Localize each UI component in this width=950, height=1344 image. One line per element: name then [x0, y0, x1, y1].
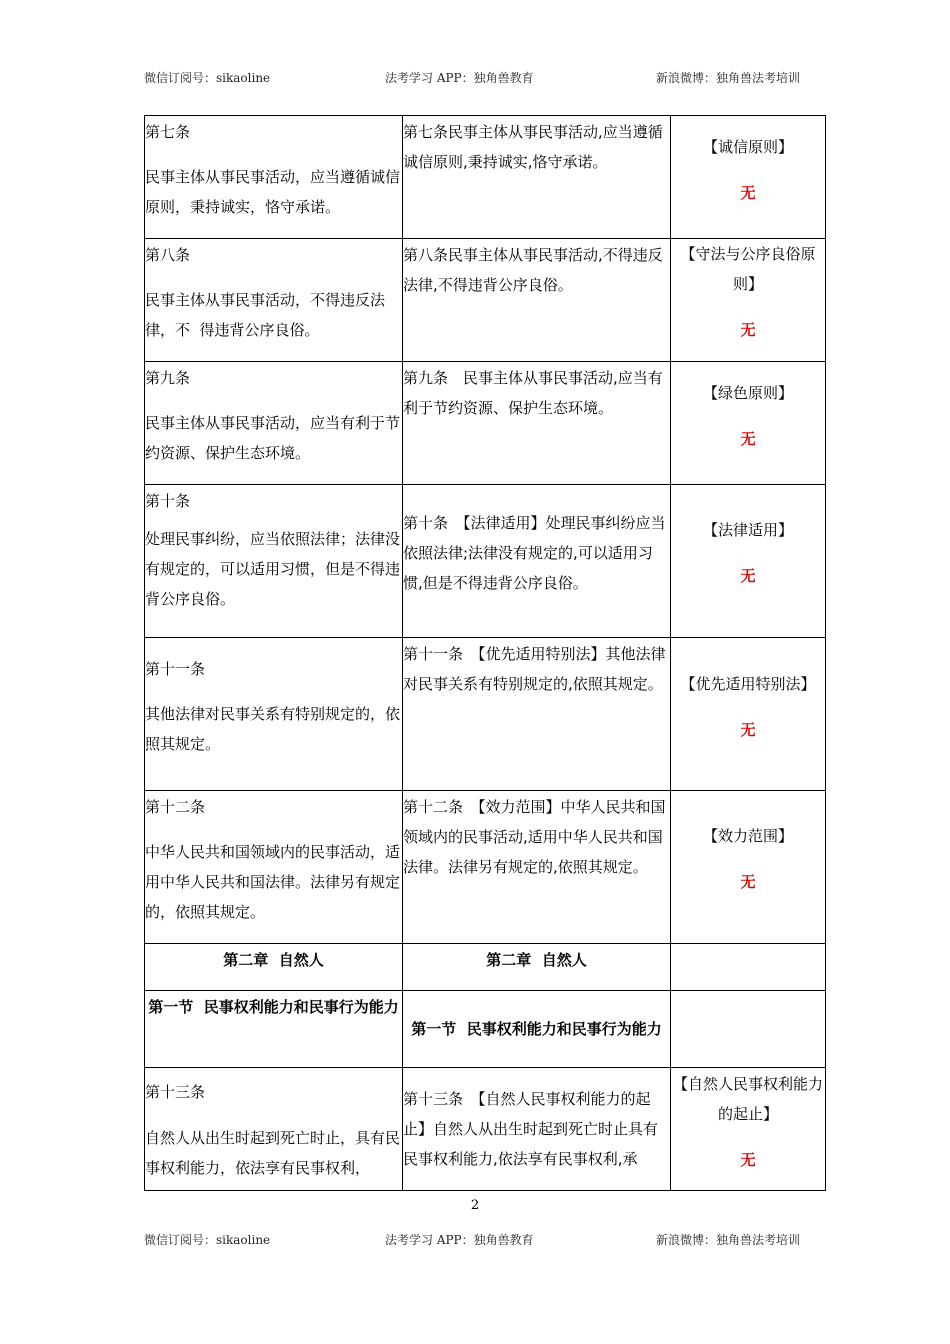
article-text: 处理民事纠纷，应当依照法律；法律没有规定的，可以适用习惯，但是不得违背公序良俗。 [145, 530, 401, 608]
new-article-cell [403, 485, 671, 638]
principle-tag: 【诚信原则】 [702, 138, 793, 156]
old-article-cell [145, 116, 403, 239]
article-number: 第八条 [145, 246, 191, 264]
table-row [145, 791, 826, 944]
old-article-cell [145, 638, 403, 791]
table-row [145, 1068, 826, 1191]
article-number: 第十三条 [145, 1083, 206, 1101]
new-article-cell [403, 1068, 671, 1191]
article-text: 民事主体从事民事活动，应当有利于节约资源、保护生态环境。 [145, 414, 401, 462]
tag-cell [671, 485, 826, 638]
old-article-cell [145, 239, 403, 362]
footer-center: 法考学习 APP：独角兽教育 [385, 1233, 534, 1247]
tag-cell [671, 239, 826, 362]
no-change-mark: 无 [740, 321, 756, 339]
footer-left: 微信订阅号：sikaoline [144, 1233, 271, 1247]
article-text: 自然人从出生时起到死亡时止，具有民事权利能力，依法享有民事权利， [145, 1129, 401, 1177]
principle-tag: 【法律适用】 [702, 521, 793, 539]
new-article-text: 第十三条 【自然人民事权利能力的起止】自然人从出生时起到死亡时止具有民事权利能力,依法享有民事权利,承 [403, 1090, 659, 1168]
no-change-mark: 无 [740, 1151, 756, 1169]
footer-right: 新浪微博：独角兽法考培训 [656, 1233, 801, 1247]
article-number: 第十二条 [145, 798, 206, 816]
new-article-text: 第八条民事主体从事民事活动,不得违反法律,不得违背公序良俗。 [403, 246, 663, 294]
no-change-mark: 无 [740, 184, 756, 202]
no-change-mark: 无 [740, 430, 756, 448]
tag-cell [671, 638, 826, 791]
principle-tag: 【效力范围】 [702, 827, 793, 845]
page-number: 2 [470, 1198, 480, 1213]
tag-cell [671, 362, 826, 485]
old-article-cell [145, 791, 403, 944]
tag-cell [671, 1068, 826, 1191]
comparison-table [144, 115, 826, 1191]
header-center: 法考学习 APP：独角兽教育 [385, 71, 534, 85]
article-number: 第九条 [145, 369, 191, 387]
no-change-mark: 无 [740, 721, 756, 739]
new-article-text: 第九条 民事主体从事民事活动,应当有利于节约资源、保护生态环境。 [403, 369, 663, 417]
new-article-cell [403, 791, 671, 944]
tag-cell [671, 791, 826, 944]
principle-tag: 【绿色原则】 [702, 384, 793, 402]
table-row [145, 485, 826, 638]
new-article-cell [403, 239, 671, 362]
empty-cell [671, 991, 826, 1068]
principle-tag: 【守法与公序良俗原则】 [680, 245, 816, 293]
new-article-text: 第十一条 【优先适用特别法】其他法律对民事关系有特别规定的,依照其规定。 [403, 645, 666, 693]
header-right: 新浪微博：独角兽法考培训 [656, 71, 801, 85]
old-article-cell [145, 1068, 403, 1191]
article-number: 第十一条 [145, 660, 206, 678]
section-row [145, 991, 826, 1068]
empty-cell [671, 944, 826, 991]
article-text: 民事主体从事民事活动，应当遵循诚信原则，秉持诚实，恪守承诺。 [145, 168, 401, 216]
new-article-cell [403, 116, 671, 239]
old-article-cell [145, 485, 403, 638]
new-article-cell [403, 638, 671, 791]
section-heading: 第一节 民事权利能力和民事行为能力 [145, 991, 403, 1068]
table-row [145, 638, 826, 791]
article-text: 其他法律对民事关系有特别规定的，依照其规定。 [145, 705, 401, 753]
table-row [145, 362, 826, 485]
chapter-heading: 第二章 自然人 [403, 944, 671, 991]
article-text: 民事主体从事民事活动，不得违反法律，不 得违背公序良俗。 [145, 291, 386, 339]
new-article-text: 第十二条 【效力范围】中华人民共和国领域内的民事活动,适用中华人民共和国法律。法律另有规定的,依照其规定。 [403, 798, 666, 876]
tag-cell [671, 116, 826, 239]
table-row [145, 239, 826, 362]
article-number: 第十条 [145, 492, 191, 510]
principle-tag: 【优先适用特别法】 [680, 675, 816, 693]
principle-tag: 【自然人民事权利能力的起止】 [672, 1075, 823, 1123]
no-change-mark: 无 [740, 873, 756, 891]
header-left: 微信订阅号：sikaoline [144, 71, 271, 85]
no-change-mark: 无 [740, 567, 756, 585]
chapter-heading: 第二章 自然人 [145, 944, 403, 991]
article-text: 中华人民共和国领域内的民事活动，适用中华人民共和国法律。法律另有规定的，依照其规定。 [145, 843, 401, 921]
article-number: 第七条 [145, 123, 191, 141]
table-row [145, 116, 826, 239]
old-article-cell [145, 362, 403, 485]
new-article-text: 第十条 【法律适用】处理民事纠纷应当依照法律;法律没有规定的,可以适用习惯,但是不得违背公序良俗。 [403, 514, 666, 592]
chapter-row [145, 944, 826, 991]
new-article-cell [403, 362, 671, 485]
section-heading: 第一节 民事权利能力和民事行为能力 [403, 991, 671, 1068]
new-article-text: 第七条民事主体从事民事活动,应当遵循诚信原则,秉持诚实,恪守承诺。 [403, 123, 663, 171]
